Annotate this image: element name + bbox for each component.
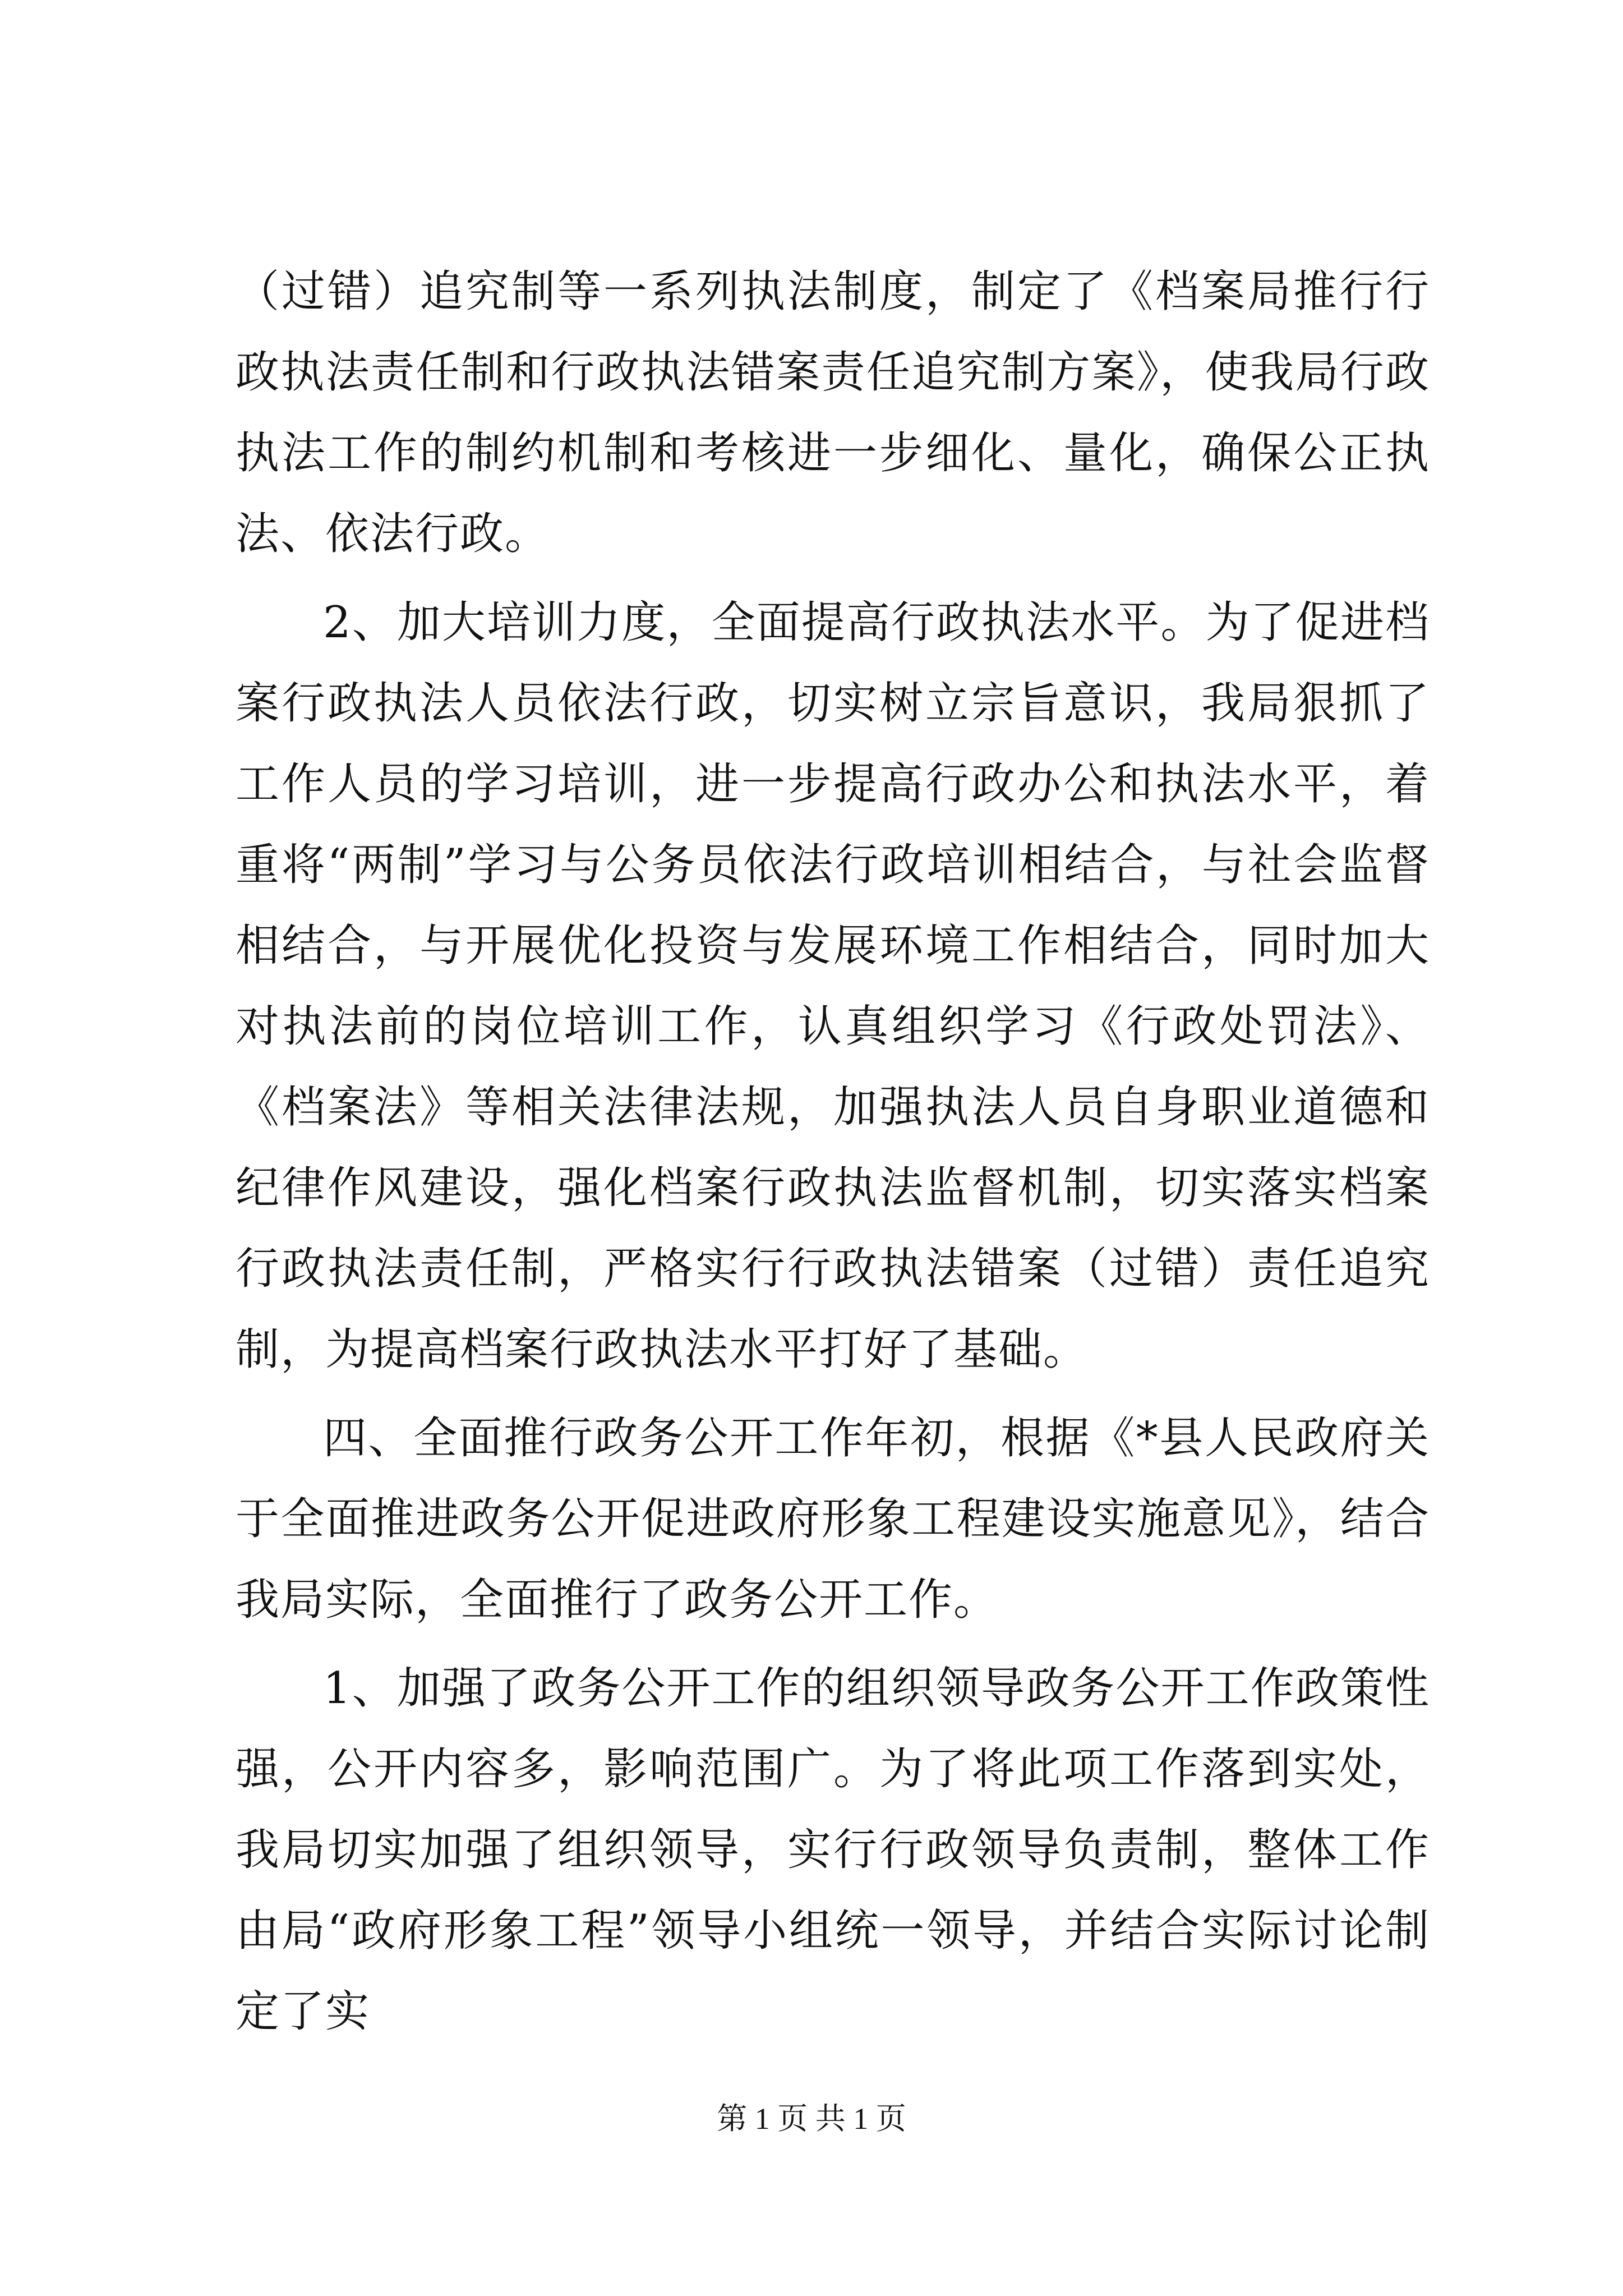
paragraph-4: 1、加强了政务公开工作的组织领导政务公开工作政策性强，公开内容多，影响范围广。为了将此项工作落到实处，我局切实加强了组织领导，实行行政领导负责制，整体工作由局“政府形象工程”领导小组统一领导，并结合实际讨论制定了实 xyxy=(236,1663,1430,2037)
paragraph-2: 2、加大培训力度，全面提高行政执法水平。为了促进档案行政执法人员依法行政，切实树立宗旨意识，我局狠抓了工作人员的学习培训，进一步提高行政办公和执法水平，着重将“两制”学习与公务员依法行政培训相结合，与社会监督相结合，与开展优化投资与发展环境工作相结合，同时加大对执法前的岗位培训工作，认真组织学习《行政处罚法》、《档案法》等相关法律法规，加强执法人员自身职业道德和纪律作风建设，强化档案行政执法监督机制，切实落实档案行政执法责任制，严格实行行政执法错案（过错）责任追究制，为提高档案行政执法水平打好了基础。 xyxy=(236,597,1430,1375)
document-body xyxy=(236,251,1430,2052)
paragraph-1: （过错）追究制等一系列执法制度，制定了《档案局推行行政执法责任制和行政执法错案责任追究制方案》，使我局行政执法工作的制约机制和考核进一步细化、量化，确保公正执法、依法行政。 xyxy=(236,266,1430,559)
paragraph-3: 四、全面推行政务公开工作年初，根据《*县人民政府关于全面推进政务公开促进政府形象工程建设实施意见》，结合我局实际，全面推行了政务公开工作。 xyxy=(236,1413,1430,1625)
page-number-footer: 第 1 页 共 1 页 xyxy=(717,2102,906,2136)
